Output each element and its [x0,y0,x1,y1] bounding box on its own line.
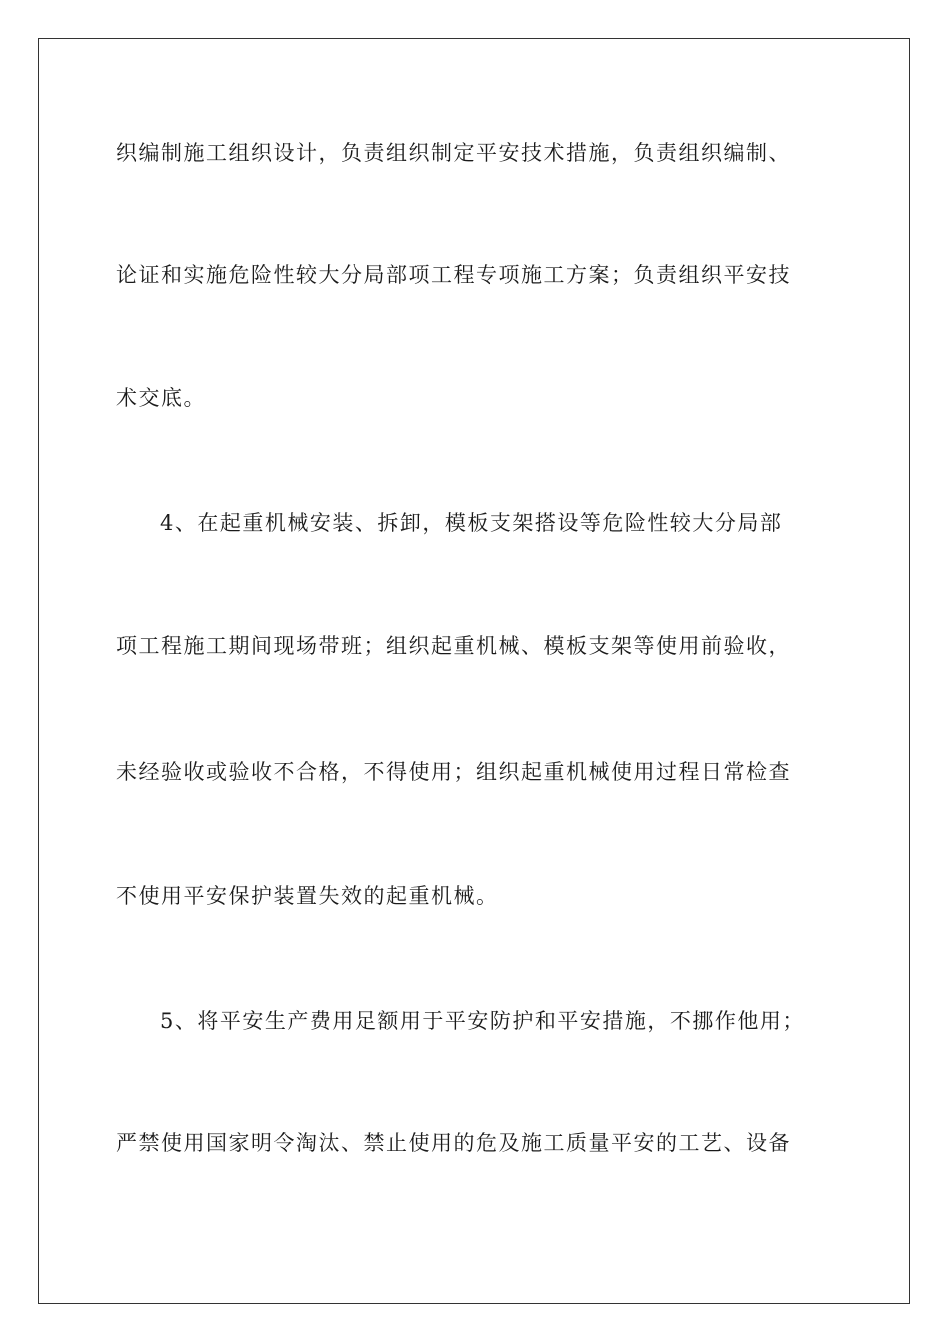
paragraph-5-start: 5、将平安生产费用足额用于平安防护和平安措施，不挪作他用； [160,1009,805,1033]
text-line: 织编制施工组织设计，负责组织制定平安技术措施，负责组织编制、 [116,141,791,165]
page-border [38,38,910,1304]
text-line: 未经验收或验收不合格，不得使用；组织起重机械使用过程日常检查 [116,760,791,784]
text-line: 严禁使用国家明令淘汰、禁止使用的危及施工质量平安的工艺、设备 [116,1131,791,1155]
paragraph-4-start: 4、在起重机械安装、拆卸，模板支架搭设等危险性较大分局部 [160,511,783,535]
text-line: 术交底。 [116,386,206,410]
text-line: 项工程施工期间现场带班；组织起重机械、模板支架等使用前验收， [116,634,791,658]
text-line: 不使用平安保护装置失效的起重机械。 [116,884,499,908]
text-line: 论证和实施危险性较大分局部项工程专项施工方案；负责组织平安技 [116,263,791,287]
